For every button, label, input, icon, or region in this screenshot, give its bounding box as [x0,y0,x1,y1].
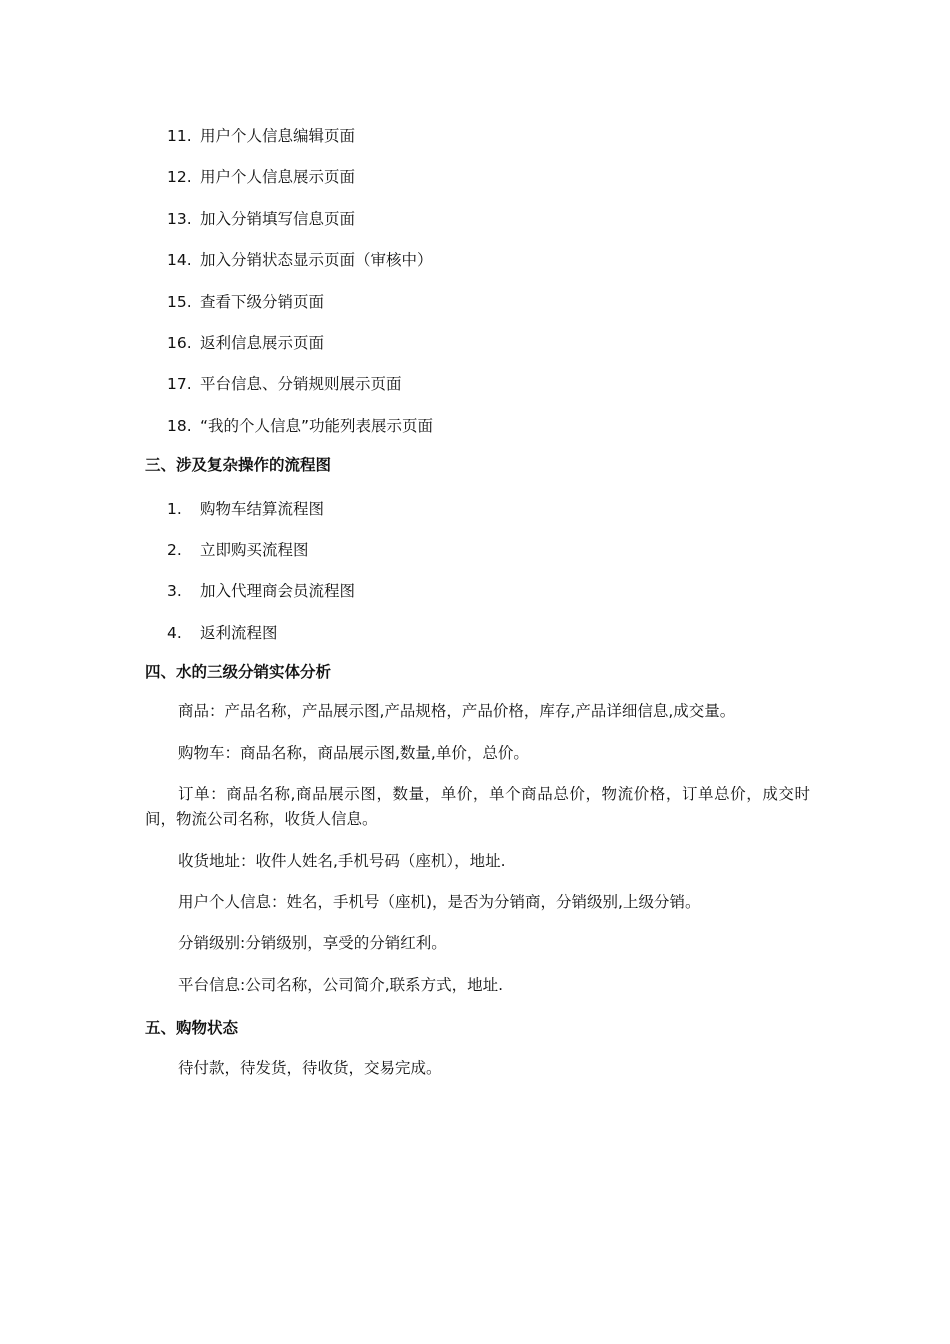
section-4 [145,658,810,998]
section-5 [145,1014,810,1080]
list-item-number: 17. [167,375,192,394]
section-heading: 三、涉及复杂操作的流程图 [145,456,332,475]
list-item [145,410,810,451]
list-item-number: 15. [167,292,192,311]
paragraph: 用户个人信息：姓名，手机号（座机)，是否为分销商，分销级别,上级分销。 [178,893,701,912]
list-item [145,493,810,534]
list-item [145,368,810,409]
paragraph: 分销级别:分销级别，享受的分销红利。 [178,934,447,953]
list-item-text: 立即购买流程图 [200,540,309,559]
list-item-text: 加入分销状态显示页面（审核中） [200,251,433,270]
paragraph: 平台信息:公司名称，公司简介,联系方式，地址. [178,975,504,994]
list-item-text: 购物车结算流程图 [200,499,325,518]
list-item-text: 加入分销填写信息页面 [200,209,356,228]
section-3 [145,451,810,658]
list-item [145,244,810,285]
paragraph: 商品：产品名称，产品展示图,产品规格，产品价格，库存,产品详细信息,成交量。 [178,702,736,721]
list-item-number: 4. [167,623,182,642]
list-item-number: 1. [167,499,182,518]
list-item [145,161,810,202]
page-list-top [145,120,810,451]
list-item-number: 16. [167,333,192,352]
list-item-text: 用户个人信息编辑页面 [200,127,356,145]
list-item [145,617,810,658]
list-item-text: 平台信息、分销规则展示页面 [200,375,402,394]
list-item-number: 14. [167,251,192,270]
list-item-text: “我的个人信息”功能列表展示页面 [200,416,434,435]
list-item-number: 12. [167,168,192,187]
list-item-number: 3. [167,582,182,601]
paragraph: 购物车：商品名称，商品展示图,数量,单价，总价。 [178,743,529,762]
list-item [145,575,810,616]
list-item [145,286,810,327]
list-item-text: 返利信息展示页面 [200,333,325,352]
list-item-text: 返利流程图 [200,623,278,642]
document-content [145,120,810,1097]
list-item-text: 加入代理商会员流程图 [200,582,356,601]
list-item [145,120,810,161]
section-heading: 四、水的三级分销实体分析 [145,663,332,682]
list-item-number: 2. [167,540,182,559]
list-item-number: 11. [167,127,192,145]
paragraph: 收货地址：收件人姓名,手机号码（座机），地址. [178,851,506,870]
paragraph: 待付款，待发货，待收货，交易完成。 [178,1058,442,1077]
list-item-number: 13. [167,209,192,228]
list-item [145,203,810,244]
list-item-number: 18. [167,416,192,435]
list-item [145,534,810,575]
list-item-text: 查看下级分销页面 [200,292,325,311]
list-item [145,327,810,368]
paragraph: 订单：商品名称,商品展示图，数量，单价，单个商品总价，物流价格，订单总价，成交时间，物流公司名称，收货人信息。 [145,785,810,829]
section-heading: 五、购物状态 [145,1019,239,1038]
list-item-text: 用户个人信息展示页面 [200,168,356,187]
